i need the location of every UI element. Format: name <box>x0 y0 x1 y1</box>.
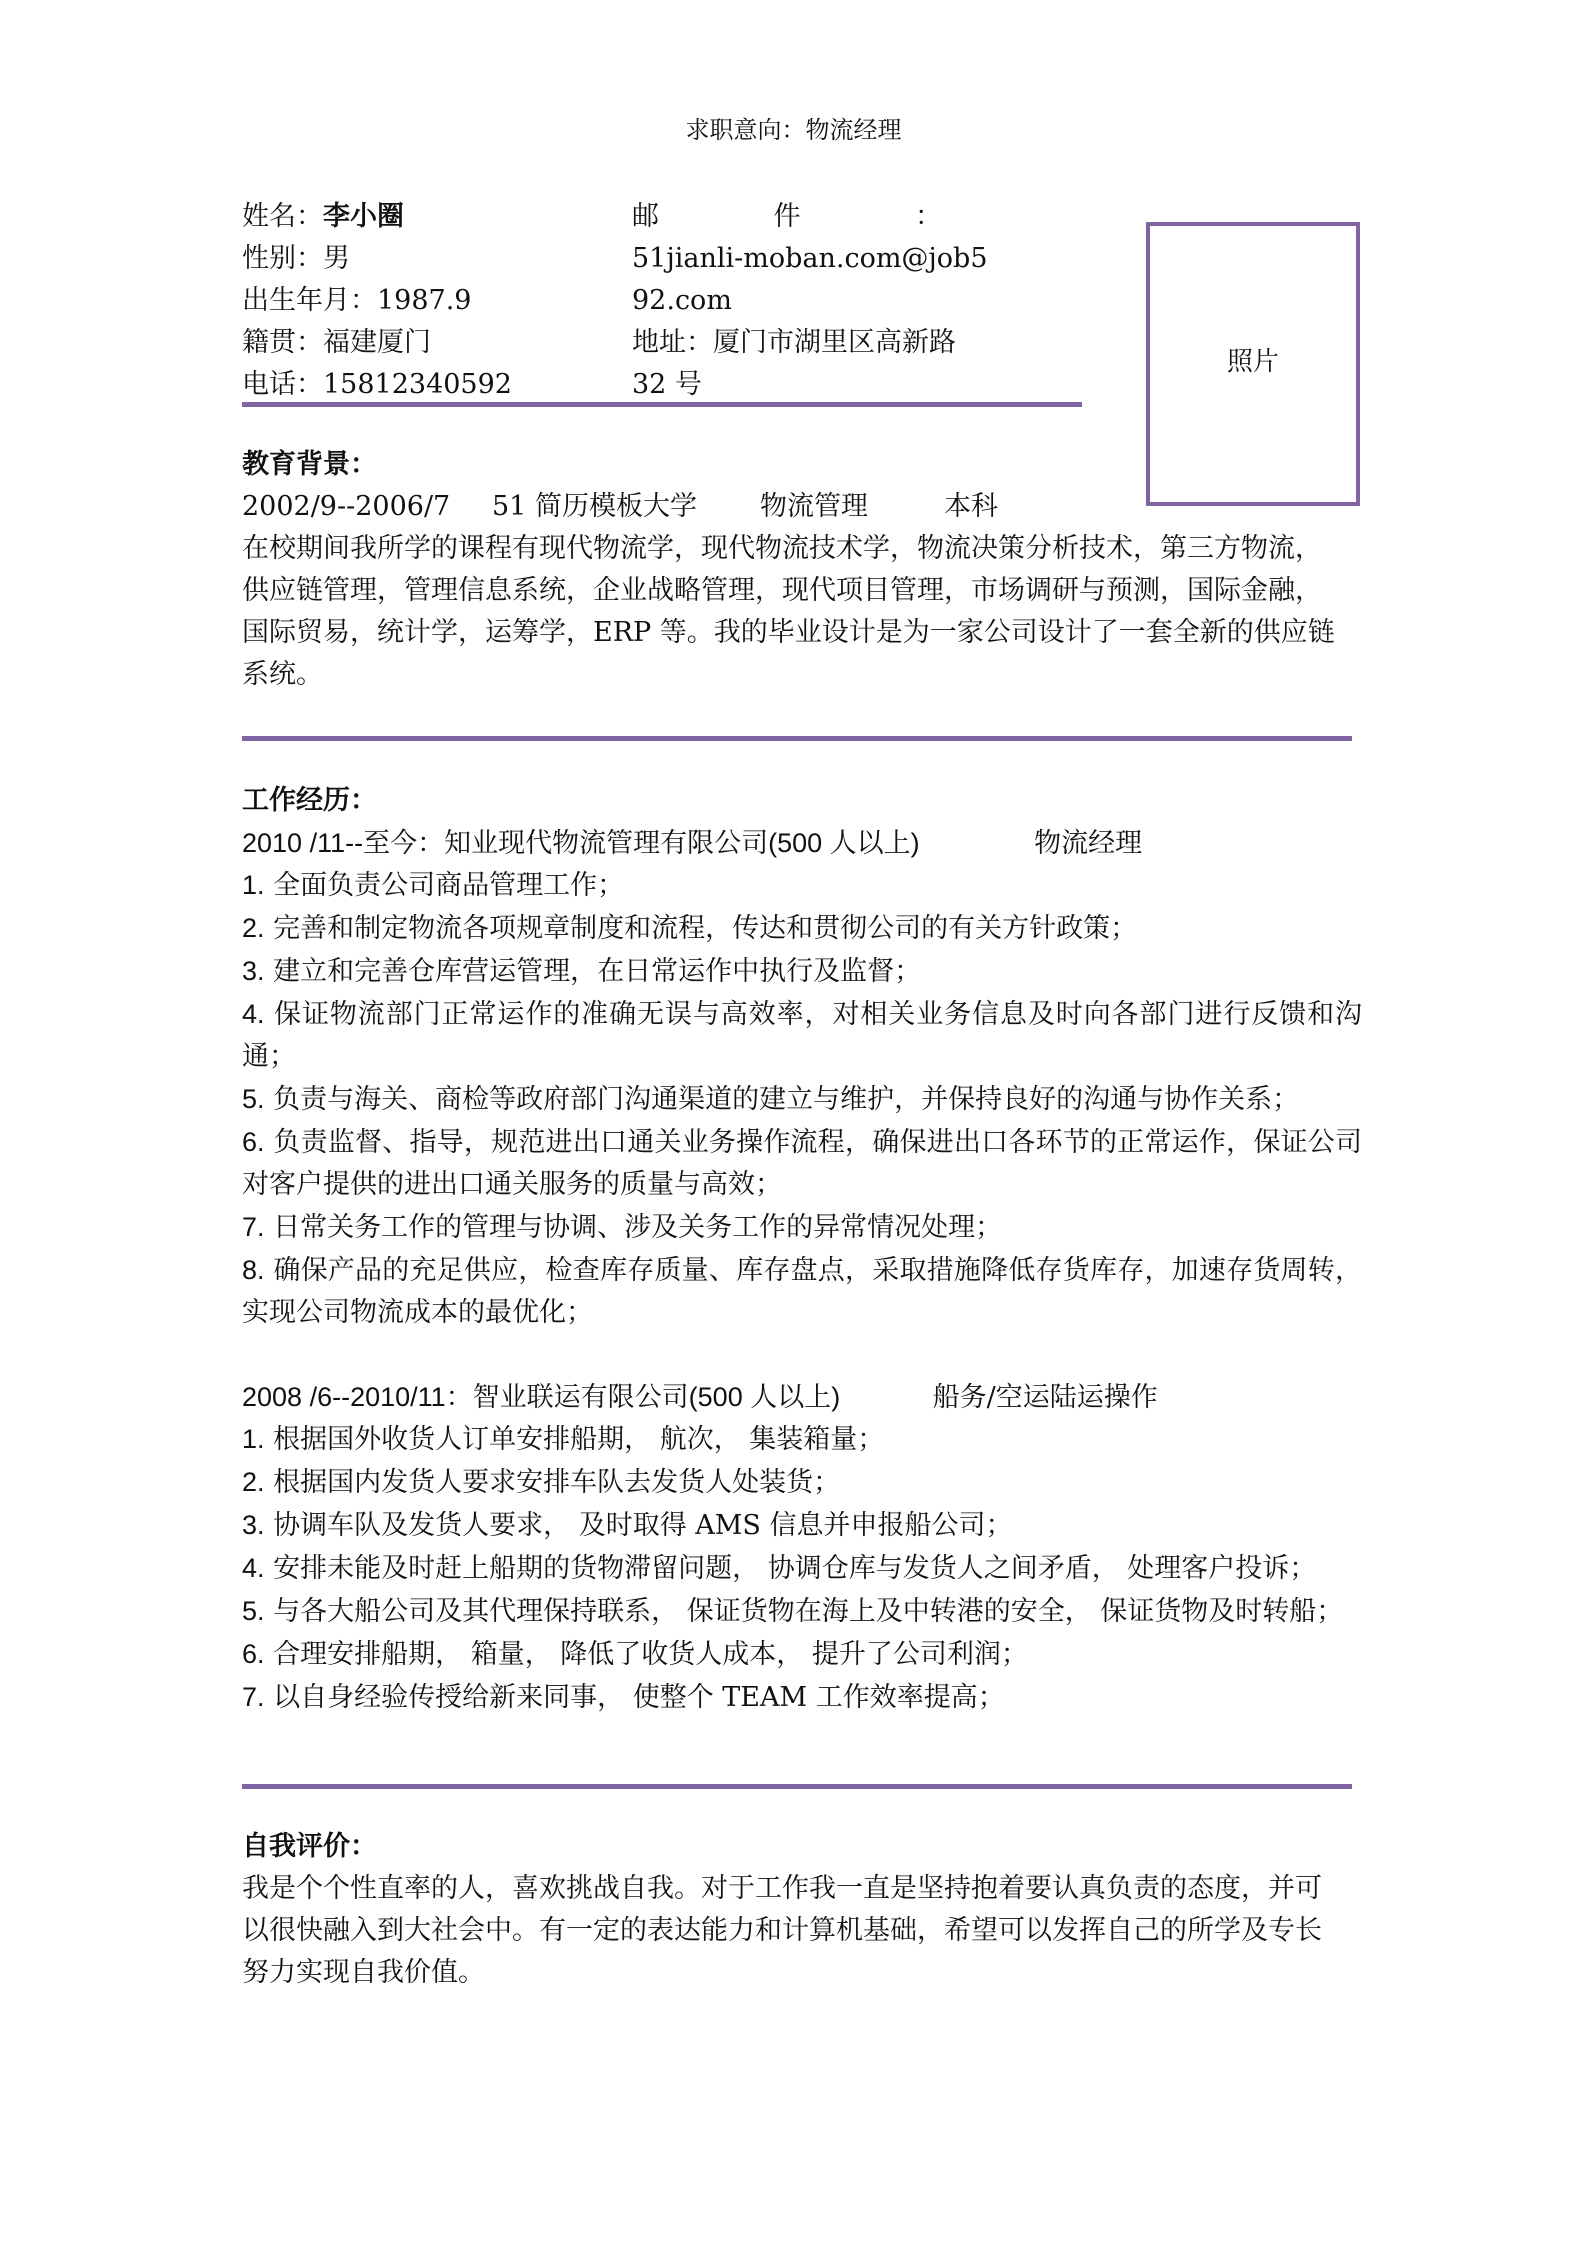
personal-info-left <box>242 196 612 406</box>
name-label: 姓名： <box>242 201 323 232</box>
email-label-char: 件 <box>773 201 801 232</box>
education-period: 2002/9--2006/7 <box>242 491 451 522</box>
item-text: 根据国外收货人订单安排船期， 航次， 集装箱量； <box>273 1424 885 1455</box>
job-duty-item <box>242 864 1362 907</box>
item-number: 1. <box>242 870 265 900</box>
phone-line: 电话：15812340592 <box>242 369 512 400</box>
origin-line: 籍贯：福建厦门 <box>242 327 431 358</box>
job-duty-item <box>242 950 1362 993</box>
job-company: 智业联运有限公司(500 人以上) <box>472 1382 841 1412</box>
name-value: 李小圈 <box>323 201 404 232</box>
job-duty-item <box>242 1676 1362 1719</box>
item-text: 合理安排船期， 箱量， 降低了收货人成本， 提升了公司利润； <box>273 1639 1028 1670</box>
job-duty-item <box>242 1078 1362 1121</box>
job-duty-item <box>242 1633 1362 1676</box>
self-eval-title: 自我评价： <box>242 1831 377 1862</box>
education-desc-line: 国际贸易，统计学，运筹学，ERP 等。我的毕业设计是为一家公司设计了一套全新的供应链 <box>242 617 1335 648</box>
item-number: 3. <box>242 1510 265 1540</box>
job-entry <box>242 1376 1362 1719</box>
item-text: 日常关务工作的管理与协调、涉及关务工作的异常情况处理； <box>273 1212 1003 1243</box>
item-number: 7. <box>242 1212 265 1242</box>
job-duty-item <box>242 993 1362 1078</box>
self-eval-line: 我是个个性直率的人，喜欢挑战自我。对于工作我一直是坚持抱着要认真负责的态度，并可 <box>242 1873 1322 1904</box>
item-number: 5. <box>242 1084 265 1114</box>
item-text: 安排未能及时赶上船期的货物滞留问题， 协调仓库与发货人之间矛盾， 处理客户投诉； <box>273 1553 1317 1584</box>
self-eval-line: 以很快融入到大社会中。有一定的表达能力和计算机基础，希望可以发挥自己的所学及专长 <box>242 1915 1322 1946</box>
item-text: 与各大船公司及其代理保持联系， 保证货物在海上及中转港的安全， 保证货物及时转船； <box>273 1596 1344 1627</box>
job-duty-item <box>242 907 1362 950</box>
item-number: 1. <box>242 1424 265 1454</box>
item-number: 2. <box>242 913 265 943</box>
education-title: 教育背景： <box>242 449 377 480</box>
job-period: 2008 /6--2010/11： <box>242 1382 473 1412</box>
item-number: 6. <box>242 1127 265 1157</box>
email-value-line1: 51jianli-moban.com@job5 <box>632 243 988 274</box>
job-company: 知业现代物流管理有限公司(500 人以上) <box>444 828 920 858</box>
email-label-char: 邮 <box>632 201 659 232</box>
address-line1: 地址：厦门市湖里区高新路 <box>632 327 956 358</box>
item-text: 完善和制定物流各项规章制度和流程，传达和贯彻公司的有关方针政策； <box>273 913 1138 944</box>
personal-info-right <box>632 196 1052 406</box>
education-major: 物流管理 <box>760 491 868 522</box>
address-line2: 32 号 <box>632 369 702 400</box>
education-school: 51 简历模板大学 <box>492 491 697 522</box>
item-number: 8. <box>242 1255 265 1285</box>
item-text: 建立和完善仓库营运管理，在日常运作中执行及监督； <box>273 956 922 987</box>
item-text: 确保产品的充足供应，检查库存质量、库存盘点，采取措施降低存货库存，加速存货周转，实现公司物流成本的最优化； <box>242 1255 1362 1328</box>
item-number: 5. <box>242 1596 265 1626</box>
item-text: 负责与海关、商检等政府部门沟通渠道的建立与维护，并保持良好的沟通与协作关系； <box>273 1084 1300 1115</box>
education-degree: 本科 <box>944 491 998 522</box>
item-number: 2. <box>242 1467 265 1497</box>
job-position: 物流经理 <box>1034 828 1143 859</box>
photo-label: 照片 <box>1226 346 1279 377</box>
gender-line: 性别：男 <box>242 243 350 274</box>
job-duty-item <box>242 1249 1362 1334</box>
item-text: 保证物流部门正常运作的准确无误与高效率，对相关业务信息及时向各部门进行反馈和沟通； <box>242 999 1363 1072</box>
education-desc-line: 在校期间我所学的课程有现代物流学，现代物流技术学，物流决策分析技术，第三方物流， <box>242 533 1322 564</box>
education-desc-line: 系统。 <box>242 659 323 690</box>
email-label <box>632 196 942 238</box>
self-eval-section <box>242 1826 1362 1994</box>
item-text: 根据国内发货人要求安排车队去发货人处装货； <box>273 1467 841 1498</box>
item-number: 6. <box>242 1639 265 1669</box>
education-section <box>242 444 1362 696</box>
item-number: 3. <box>242 956 265 986</box>
job-duty-item <box>242 1461 1362 1504</box>
item-text: 负责监督、指导，规范进出口通关业务操作流程，确保进出口各环节的正常运作，保证公司对客户提供的进出口通关服务的质量与高效； <box>242 1127 1362 1200</box>
item-text: 全面负责公司商品管理工作； <box>273 870 625 901</box>
divider-work <box>242 1784 1352 1789</box>
job-duty-item <box>242 1504 1362 1547</box>
page-title: 求职意向：物流经理 <box>685 116 902 144</box>
email-value-line2: 92.com <box>632 285 732 316</box>
job-duty-item <box>242 1121 1362 1206</box>
job-duty-item <box>242 1547 1362 1590</box>
job-header <box>242 822 1362 864</box>
item-text: 协调车队及发货人要求， 及时取得 AMS 信息并申报船公司； <box>273 1510 1013 1541</box>
job-spacer <box>242 1334 1362 1376</box>
work-section <box>242 780 1362 1719</box>
name-line <box>242 196 612 238</box>
job-duty-item <box>242 1418 1362 1461</box>
job-header <box>242 1376 1362 1418</box>
job-position: 船务/空运陆运操作 <box>932 1382 1158 1413</box>
email-label-char: ： <box>915 201 942 232</box>
job-entry <box>242 822 1362 1334</box>
item-text: 以自身经验传授给新来同事， 使整个 TEAM 工作效率提高； <box>273 1682 1005 1713</box>
job-period: 2010 /11--至今： <box>242 828 445 858</box>
divider-education <box>242 736 1352 741</box>
education-desc-line: 供应链管理，管理信息系统，企业战略管理，现代项目管理，市场调研与预测，国际金融， <box>242 575 1322 606</box>
education-row <box>242 486 1362 528</box>
item-number: 4. <box>242 1553 265 1583</box>
job-duty-item <box>242 1206 1362 1249</box>
divider-personal <box>242 402 1082 407</box>
birth-line: 出生年月：1987.9 <box>242 285 472 316</box>
personal-info <box>242 196 1082 406</box>
item-number: 7. <box>242 1682 265 1712</box>
job-duty-item <box>242 1590 1362 1633</box>
item-number: 4. <box>242 999 265 1029</box>
self-eval-line: 努力实现自我价值。 <box>242 1957 485 1988</box>
work-title: 工作经历： <box>242 785 377 816</box>
